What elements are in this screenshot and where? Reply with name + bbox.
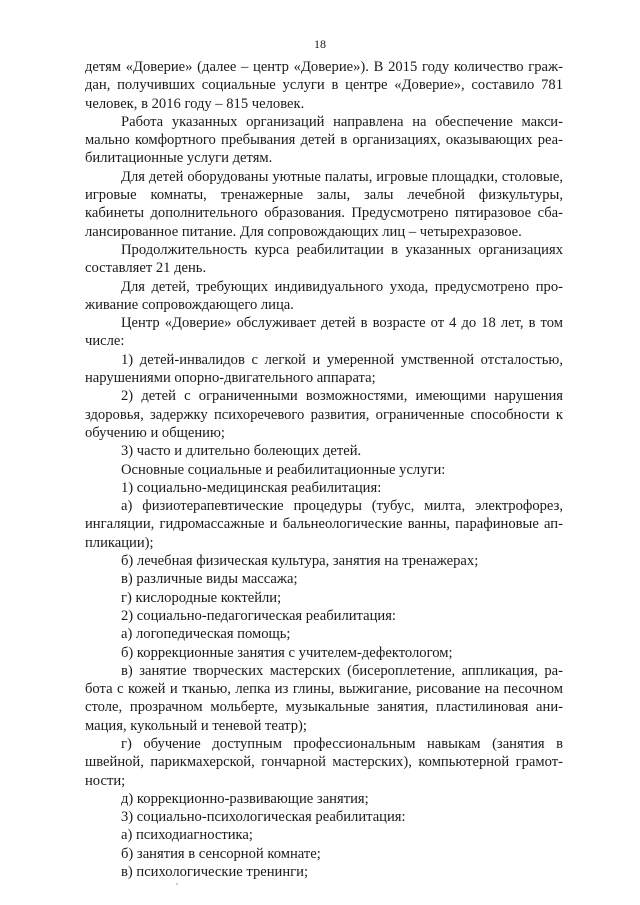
list-item: г) кислородные коктейли;	[121, 589, 282, 606]
list-item: д) коррекционно-развивающие занятия;	[121, 790, 369, 807]
list-item: 2) детей с ограниченными возможностями, имеющими нарушения здоровья, задержку психоречевого развития, ограниченные способности к обучению и общению;	[85, 388, 563, 441]
paragraph: детям «Доверие» (далее – центр «Доверие»). В 2015 году количество граждан, получивших социальные услуги в центре «Доверие», составило 781 человек, в 2016 году – 815 человек.	[85, 59, 563, 112]
paragraph: Для детей оборудованы уютные палаты, игровые площадки, столовые, игровые комнаты, тренажерные залы, залы лечебной физкультуры, кабинеты дополнительного образования. Предусмотрено пятиразовое сбалансированное питание. Для сопровождающих лиц – четырехразовое.	[85, 168, 563, 240]
list-item: в) психологические тренинги;	[121, 864, 309, 881]
document-body	[85, 58, 563, 881]
list-item: 1) детей-инвалидов с легкой и умеренной умственной отсталостью, нарушениями опорно-двигательного аппарата;	[85, 351, 563, 387]
list-item: в) различные виды массажа;	[121, 571, 298, 588]
list-item: 1) социально-медицинская реабилитация:	[121, 479, 382, 496]
list-item: б) лечебная физическая культура, занятия на тренажерах;	[121, 553, 479, 570]
list-item: в) занятие творческих мастерских (бисероплетение, аппликация, работа с кожей и тканью, лепка из глины, выжигание, рисование на песочном столе, прозрачном мольберте, музыкальные занятия, пластилиновая анимация, кукольный и теневой театр);	[85, 662, 563, 734]
scan-speck	[176, 883, 178, 885]
paragraph: Работа указанных организаций направлена на обеспечение максимально комфортного пребывания детей в организациях, оказывающих реабилитационные услуги детям.	[85, 113, 563, 167]
list-item: а) психодиагностика;	[121, 827, 253, 844]
paragraph: Основные социальные и реабилитационные услуги:	[121, 461, 446, 478]
list-item: г) обучение доступным профессиональным навыкам (занятия в швейной, парикмахерской, гончарной мастерских), компьютерной грамотности;	[85, 735, 563, 789]
list-item: б) занятия в сенсорной комнате;	[121, 845, 321, 862]
page-number: 18	[314, 37, 326, 51]
list-item: 2) социально-педагогическая реабилитация:	[121, 607, 396, 624]
paragraph: Центр «Доверие» обслуживает детей в возрасте от 4 до 18 лет, в том числе:	[85, 315, 563, 350]
list-item: 3) социально-психологическая реабилитация:	[121, 809, 406, 826]
paragraph: Для детей, требующих индивидуального ухода, предусмотрено проживание сопровождающего лица.	[85, 278, 563, 313]
list-item: б) коррекционные занятия с учителем-дефектологом;	[121, 644, 453, 661]
paragraph: Продолжительность курса реабилитации в указанных организациях составляет 21 день.	[85, 241, 563, 277]
list-item: 3) часто и длительно болеющих детей.	[121, 443, 362, 460]
list-item: а) физиотерапевтические процедуры (тубус, милта, электрофорез, ингаляции, гидромассажные и бальнеологические ванны, парафиновые аппликации);	[85, 498, 563, 551]
list-item: а) логопедическая помощь;	[121, 626, 291, 643]
